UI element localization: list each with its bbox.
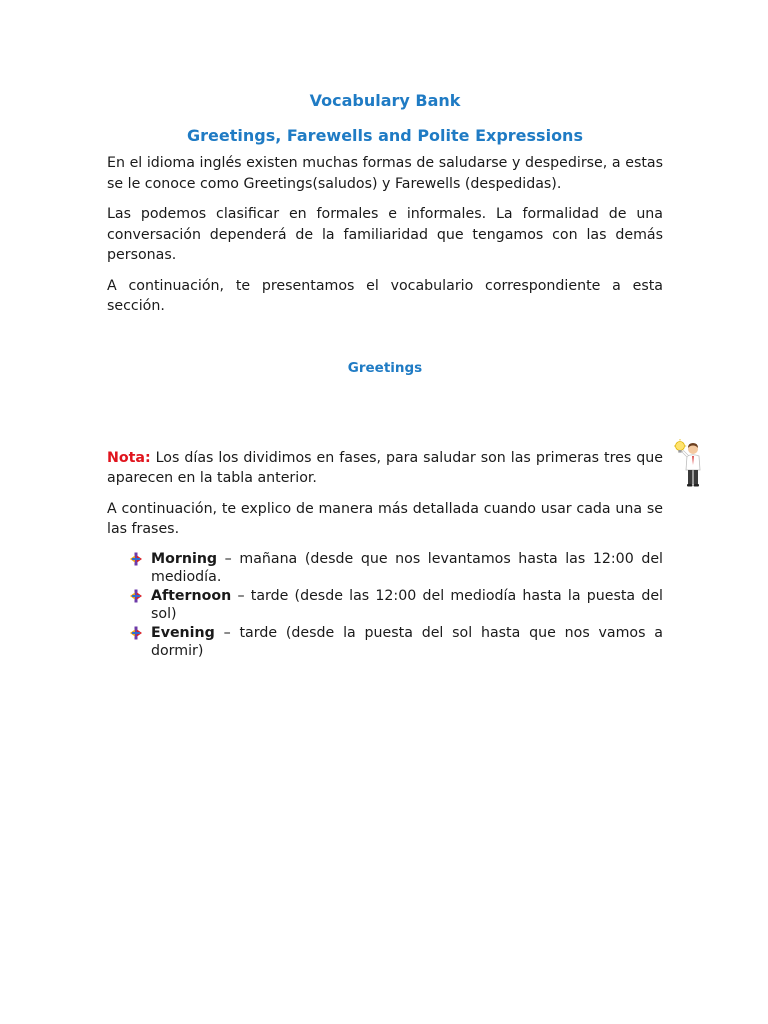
person-with-idea-icon bbox=[673, 438, 707, 488]
nota-label: Nota: bbox=[107, 449, 151, 466]
list-item bbox=[129, 624, 663, 660]
nota-paragraph bbox=[107, 448, 663, 489]
list-item bbox=[129, 587, 663, 623]
section-heading-greetings: Greetings bbox=[347, 359, 423, 376]
term-afternoon: Afternoon bbox=[151, 587, 232, 604]
time-of-day-list bbox=[129, 550, 663, 660]
arrow-bullet-icon bbox=[129, 552, 143, 566]
page-subtitle: Greetings, Farewells and Polite Expressions bbox=[187, 126, 583, 145]
list-item bbox=[129, 550, 663, 586]
intro-paragraph-3: A continuación, te presentamos el vocabulario correspondiente a esta sección. bbox=[107, 277, 663, 314]
intro-paragraph-2: Las podemos clasificar en formales e informales. La formalidad de una conversación dependerá de la familiaridad que tengamos con las demás personas. bbox=[107, 206, 663, 263]
document-content bbox=[107, 90, 663, 661]
page-title: Vocabulary Bank bbox=[309, 91, 461, 110]
definition-morning: – mañana (desde que nos levantamos hasta las 12:00 del mediodía. bbox=[151, 550, 663, 585]
definition-afternoon: – tarde (desde las 12:00 del mediodía hasta la puesta del sol) bbox=[151, 587, 663, 622]
intro-paragraph-1: En el idioma inglés existen muchas formas de saludarse y despedirse, a estas se le conoce como Greetings(saludos) y Farewells (despedidas). bbox=[107, 155, 663, 192]
nota-text: Los días los dividimos en fases, para saludar son las primeras tres que aparecen en la tabla anterior. bbox=[107, 449, 663, 486]
arrow-bullet-icon bbox=[129, 626, 143, 640]
arrow-bullet-icon bbox=[129, 589, 143, 603]
term-evening: Evening bbox=[151, 624, 215, 641]
definition-evening: – tarde (desde la puesta del sol hasta que nos vamos a dormir) bbox=[151, 624, 663, 659]
explanation-paragraph: A continuación, te explico de manera más detallada cuando usar cada una se las frases. bbox=[107, 500, 663, 537]
term-morning: Morning bbox=[151, 550, 218, 567]
nota-block bbox=[107, 448, 663, 489]
